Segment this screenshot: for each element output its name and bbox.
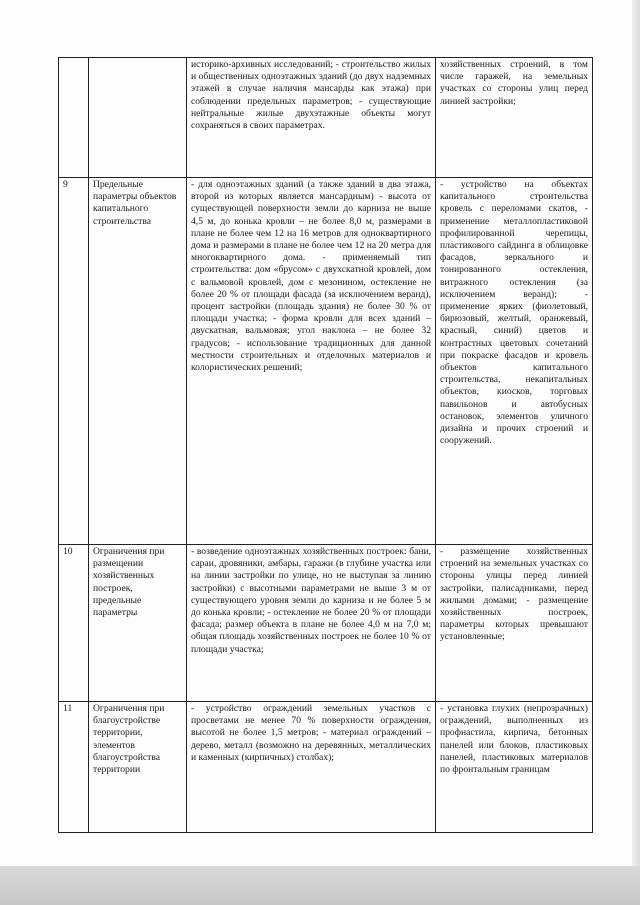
forbidden-text: - установка глухих (непрозрачных) ограждений, выполненных из профнастила, кирпича, бетонных панелей или блоков, пластиковых панелей, пластиковых материалов по фронтальным границам [436,702,593,833]
regulations-table [58,57,593,833]
parameter-name: Ограничения при размещении хозяйственных построек, предельные параметры [89,545,187,702]
forbidden-text: хозяйственных строений, в том числе гаражей, на земельных участках со стороны улиц перед линией застройки; [436,58,593,178]
table-row [59,545,593,702]
allowed-text: - для одноэтажных зданий (а также зданий в два этажа, второй из которых является мансардным) - высота от существующей поверхности земли до карниза не выше 4,5 м, до конька кровли – не более 8,0 м, размерами в плане не более чем 12 на 16 метров для одноквартирного дома и размерами в плане не более чем 12 на 20 метра для многоквартирного дома. - применяемый тип строительства: дом «брусом» с двухскатной кровлей, дом с вальмовой кровлей, дом с мезонином, остекление не более 20 % от площади фасада (за исключением веранд), процент застройки (площадь здания) не более 30 % от площади участка; - форма кровли для всех зданий – двускатная, вальмовая; угол наклона – не более 32 градусов; - использование традиционных для данной местности строительных и отделочных материалов и колористических решений; [187,178,436,545]
scan-bottom-margin [0,866,640,905]
parameter-name [89,58,187,178]
forbidden-text: - устройство на объектах капитального строительства кровель с переломами скатов, - применение металлопластиковой профилированной черепицы, пластикового сайдинга в облицовке фасадов, зеркального и тонированного остекления, витражного остекления (за исключением веранд); - применение ярких (фиолетовый, бирюзовый, желтый, оранжевый, красный, синий) цветов и контрастных цветовых сочетаний при покраске фасадов и кровель объектов капитального строительства, некапитальных объектов, киосков, торговых павильонов и автобусных остановок, элементов уличного дизайна и прочих строений и сооружений. [436,178,593,545]
row-number: 9 [59,178,89,545]
allowed-text: - устройство ограждений земельных участков с просветами не менее 70 % поверхности ограждения, высотой не более 1,5 метров; - материал ограждений – дерево, металл (возможно на деревянных, металлических и каменных (кирпичных) столбах); [187,702,436,833]
table-row [59,702,593,833]
table-row [59,58,593,178]
table-row [59,178,593,545]
allowed-text: историко-архивных исследований; - строительство жилых и общественных одноэтажных зданий (до двух надземных этажей в случае наличия мансарды как этажа) при соблюдении предельных параметров; - существующие нейтральные жилые двухэтажные объекты могут сохраняться в своих параметрах. [187,58,436,178]
row-number [59,58,89,178]
scan-edge-shadow [632,0,640,866]
parameter-name: Предельные параметры объектов капитального строительства [89,178,187,545]
forbidden-text: - размещение хозяйственных строений на земельных участках со стороны улицы перед линией застройки, палисадниками, перед жилыми домами; - размещение хозяйственных построек, параметры которых превышают установленные; [436,545,593,702]
row-number: 11 [59,702,89,833]
row-number: 10 [59,545,89,702]
parameter-name: Ограничения при благоустройстве территории, элементов благоустройства территории [89,702,187,833]
allowed-text: - возведение одноэтажных хозяйственных построек: бани, сараи, дровяники, амбары, гаражи (в глубине участка или на линии застройки по улице, но не выступая за линию застройки) с высотными параметрами не выше 3 м от существующего уровня земли до карниза и не более 5 м до конька кровли; - остекление не более 20 % от площади фасада; размер объекта в плане не более 4,0 м на 7,0 м; общая площадь хозяйственных построек не более 10 % от площади участка; [187,545,436,702]
